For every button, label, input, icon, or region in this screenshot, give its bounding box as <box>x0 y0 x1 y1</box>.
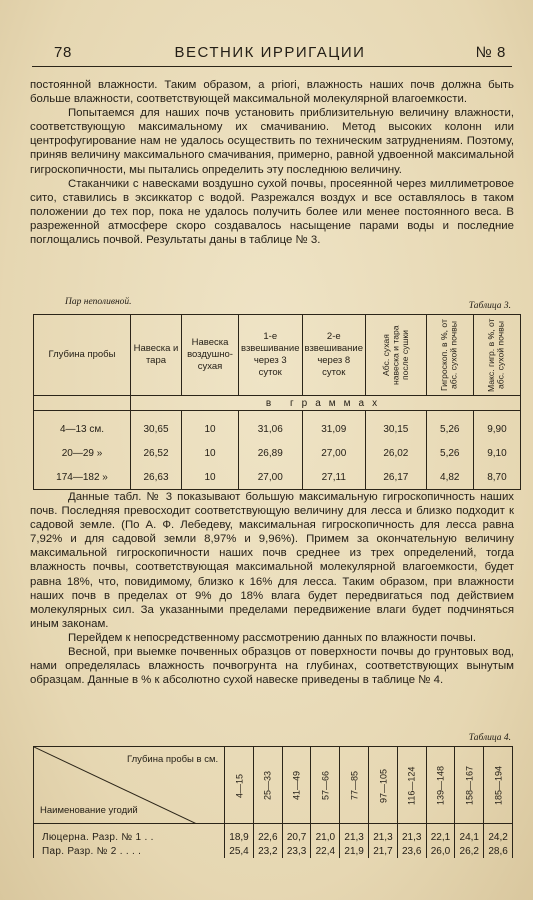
column-header: 116—124 <box>397 747 426 824</box>
table-cell: 23,2 <box>253 844 282 858</box>
table-row <box>34 441 521 465</box>
table-cell: 21,0 <box>311 824 340 845</box>
paragraph: Данные табл. № 3 показывают большую максимальную гигроскопичность наших почв. Последняя превосходит соответствующую величину для лесса и близко подходит к садовой земле. (По А. Ф. Лебедеву, максимальная гигроскопичность для лесса равна 7,92% и для садовой земли 8,97% и 9,96%). Примем за окончательную величину максимальной гигроскопичности наших почв среднее из трех определений, тогда влажность почвы, соответствующая максимальной молекулярной влагоемкости, будет равна 18%, что, повидимому, близко к 16% для лесса. Таким образом, при влажности наших почв в пределах от 9% до 18% влага будет передвигаться под действием молекулярных сил. За указанными пределами передвижение влаги будет подчиняться иным законам. <box>30 491 514 630</box>
table-cell: 174—182 » <box>34 465 131 490</box>
column-header: 185—194 <box>484 747 513 824</box>
table3-caption-left: Пар неполивной. <box>65 297 132 307</box>
table-cell: 26,52 <box>131 441 182 465</box>
table-cell: 18,9 <box>225 824 254 845</box>
table-row <box>34 844 513 858</box>
table-cell: 30,65 <box>131 417 182 441</box>
column-header: 41—49 <box>282 747 311 824</box>
unit-row: в граммах <box>131 396 521 411</box>
column-header: Макс. гигр. в %, от абс. сухой почвы <box>473 315 520 396</box>
table-cell: 21,3 <box>340 824 369 845</box>
row-label: Люцерна. Разр. № 1 . . <box>34 824 225 845</box>
table-cell: 20—29 » <box>34 441 131 465</box>
column-header: 25—33 <box>253 747 282 824</box>
corner-label-depth: Глубина пробы в см. <box>126 754 219 765</box>
table-cell: 9,90 <box>473 417 520 441</box>
table-cell: 9,10 <box>473 441 520 465</box>
table-cell: 22,6 <box>253 824 282 845</box>
journal-title: ВЕСТНИК ИРРИГАЦИИ <box>174 44 366 61</box>
table-cell: 30,15 <box>366 417 427 441</box>
column-header: 139—148 <box>426 747 455 824</box>
text-block-bottom <box>30 490 514 687</box>
table-cell: 24,1 <box>455 824 484 845</box>
column-header: 57—66 <box>311 747 340 824</box>
column-header: Гигроскоп. в %, от абс. сухой почвы <box>426 315 473 396</box>
table-cell: 10 <box>182 441 239 465</box>
table-cell: 26,0 <box>426 844 455 858</box>
table-cell: 31,06 <box>239 417 303 441</box>
table-cell: 24,2 <box>484 824 513 845</box>
paragraph: постоянной влажности. Таким образом, a priori, влажность наших почв должна быть больше влажности, соответствующей максимальной молекулярной влагоемкости. <box>30 79 514 106</box>
column-header: Глубина пробы <box>34 315 131 396</box>
column-header: 97—105 <box>369 747 398 824</box>
corner-label-name: Наименование угодий <box>40 805 138 816</box>
text-block-top <box>30 78 514 247</box>
page-number: 78 <box>54 44 72 61</box>
table-row <box>34 417 521 441</box>
column-header: 1-е взвешивание через 3 суток <box>239 315 303 396</box>
table-cell: 26,63 <box>131 465 182 490</box>
table-cell: 21,9 <box>340 844 369 858</box>
table4-caption-right: Таблица 4. <box>468 733 511 743</box>
table-cell: 27,00 <box>239 465 303 490</box>
column-header: 2-е взвешивание через 8 суток <box>302 315 366 396</box>
paragraph: Весной, при выемке почвенных образцов от поверхности почвы до грунтовых вод, нами определялась влажность почвогрунта на глубинах, соответствующих вынутым образцам. Данные в % к абсолютно сухой навеске приведены в таблице № 4. <box>30 646 514 687</box>
table-cell: 21,3 <box>397 824 426 845</box>
table-cell: 26,17 <box>366 465 427 490</box>
table-cell: 10 <box>182 465 239 490</box>
column-header: Абс. сухая навеска и тара после сушки <box>366 315 427 396</box>
table-cell: 20,7 <box>282 824 311 845</box>
table-cell: 8,70 <box>473 465 520 490</box>
issue-number: № 8 <box>475 44 506 61</box>
table-cell: 27,00 <box>302 441 366 465</box>
table-cell: 28,6 <box>484 844 513 858</box>
table-cell: 22,4 <box>311 844 340 858</box>
table-row <box>34 465 521 490</box>
table-cell: 21,3 <box>369 824 398 845</box>
table3-caption-right: Таблица 3. <box>468 301 511 311</box>
table-cell: 26,02 <box>366 441 427 465</box>
table-cell: 4,82 <box>426 465 473 490</box>
paragraph: Перейдем к непосредственному рассмотрению данных по влажности почвы. <box>68 631 477 644</box>
table-cell: 5,26 <box>426 441 473 465</box>
table-cell: 26,89 <box>239 441 303 465</box>
table-cell: 4—13 см. <box>34 417 131 441</box>
table-row <box>34 824 513 845</box>
table-cell: 23,6 <box>397 844 426 858</box>
table-3 <box>33 314 521 490</box>
column-header: Навеска и тара <box>131 315 182 396</box>
table-cell: 5,26 <box>426 417 473 441</box>
column-header: 158—167 <box>455 747 484 824</box>
table-cell: 26,2 <box>455 844 484 858</box>
table-cell: 31,09 <box>302 417 366 441</box>
table-4 <box>33 746 513 858</box>
row-label: Пар. Разр. № 2 . . . . <box>34 844 225 858</box>
table-cell: 27,11 <box>302 465 366 490</box>
paragraph: Попытаемся для наших почв установить приблизительную величину влажности, соответствующую максимальному их смачиванию. Метод высоких колонн или центрофугирование нам не удалось осуществить по техническим затруднениям. Поэтому, приняв величину максимального смачивания, примерно, равной удвоенной максимальной гигроскопичности, мы пытались определить эту последнюю величину. <box>30 107 514 176</box>
column-header: Навеска воздушно-сухая <box>182 315 239 396</box>
column-header: 4—15 <box>225 747 254 824</box>
table-cell: 22,1 <box>426 824 455 845</box>
running-header <box>30 44 510 64</box>
table-cell: 21,7 <box>369 844 398 858</box>
header-rule <box>32 66 512 67</box>
table-cell: 23,3 <box>282 844 311 858</box>
table-cell: 25,4 <box>225 844 254 858</box>
table4-corner-cell <box>34 747 225 824</box>
paragraph: Стаканчики с навесками воздушно сухой почвы, просеянной через миллиметровое сито, ставились в эксиккатор с водой. Разрежался воздух и все оставлялось в таком положении до тех пор, пока не удалось получить более или менее постоянного веса. В разреженной атмосфере скоро создавалось насыщение парами воды и последние поглощались почвой. Результаты даны в таблице № 3. <box>30 177 514 247</box>
table-cell: 10 <box>182 417 239 441</box>
column-header: 77—85 <box>340 747 369 824</box>
